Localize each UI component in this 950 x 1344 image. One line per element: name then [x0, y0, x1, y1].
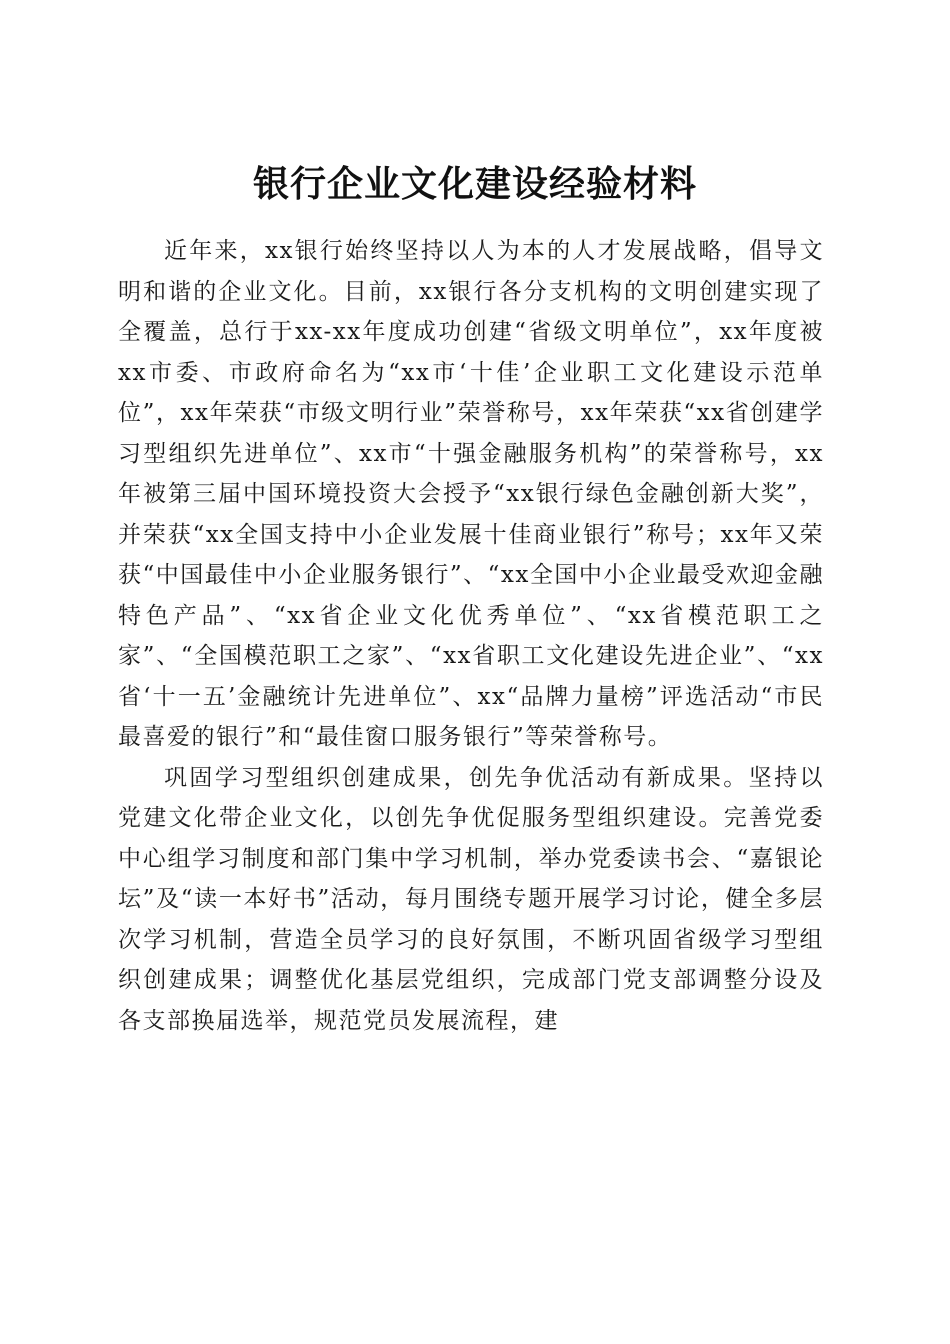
paragraph-2: 巩固学习型组织创建成果，创先争优活动有新成果。坚持以党建文化带企业文化，以创先争优促服务型组织建设。完善党委中心组学习制度和部门集中学习机制，举办党委读书会、“嘉银论坛”及“读一本好书”活动，每月围绕专题开展学习讨论，健全多层次学习机制，营造全员学习的良好氛围，不断巩固省级学习型组织创建成果；调整优化基层党组织，完成部门党支部调整分设及各支部换届选举，规范党员发展流程，建 [118, 764, 824, 1034]
document-title: 银行企业文化建设经验材料 [252, 163, 697, 206]
document-body [118, 231, 824, 1041]
paragraph-1: 近年来，xx银行始终坚持以人为本的人才发展战略，倡导文明和谐的企业文化。目前，xx银行各分支机构的文明创建实现了全覆盖，总行于xx-xx年度成功创建“省级文明单位”，xx年度被xx市委、市政府命名为“xx市‘十佳’企业职工文化建设示范单位”，xx年荣获“市级文明行业”荣誉称号，xx年荣获“xx省创建学习型组织先进单位”、xx市“十强金融服务机构”的荣誉称号，xx年被第三届中国环境投资大会授予“xx银行绿色金融创新大奖”，并荣获“xx全国支持中小企业发展十佳商业银行”称号；xx年又荣获“中国最佳中小企业服务银行”、“xx全国中小企业最受欢迎金融特色产品”、“xx省企业文化优秀单位”、“xx省模范职工之家”、“全国模范职工之家”、“xx省职工文化建设先进企业”、“xx省‘十一五’金融统计先进单位”、xx“品牌力量榜”评选活动“市民最喜爱的银行”和“最佳窗口服务银行”等荣誉称号。 [118, 238, 824, 750]
